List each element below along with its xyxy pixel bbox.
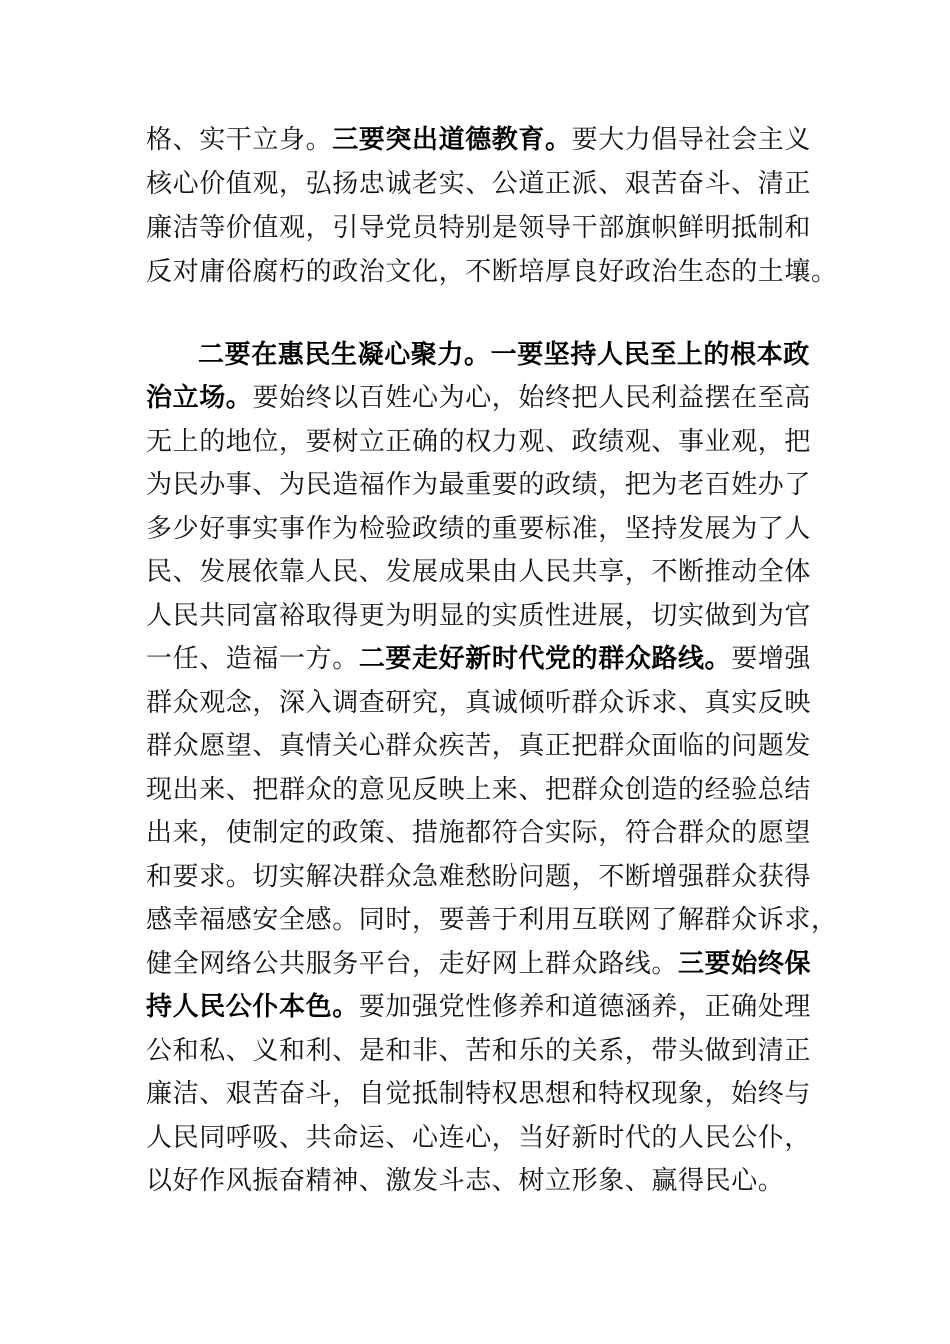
bold-heading-run: 二要走好新时代党的群众路线。 xyxy=(358,644,732,674)
text-line xyxy=(146,550,811,594)
text-run: 以好作风振奋精神、激发斗志、树立形象、赢得民心。 xyxy=(146,1166,785,1196)
bold-heading-run: 治立场。 xyxy=(146,383,253,413)
text-line xyxy=(146,768,811,812)
text-line xyxy=(146,942,811,986)
text-run: 群众愿望、真情关心群众疾苦，真正把群众面临的问题发 xyxy=(146,731,812,761)
text-line xyxy=(146,507,811,551)
text-line xyxy=(146,206,811,250)
text-run: 公和私、义和利、是和非、苦和乐的关系，带头做到清正 xyxy=(146,1036,812,1066)
text-line xyxy=(146,1029,811,1073)
text-run: 要大力倡导社会主义 xyxy=(571,125,812,155)
text-line xyxy=(146,118,811,162)
text-line xyxy=(146,898,838,942)
text-line xyxy=(146,594,811,638)
text-run: 多少好事实事作为检验政绩的重要标准，坚持发展为了人 xyxy=(146,514,812,544)
text-run: 为民办事、为民造福作为最重要的政绩，把为老百姓办了 xyxy=(146,470,812,500)
bold-heading-run: 三要突出道德教育。 xyxy=(332,125,572,155)
text-run: 廉洁、艰苦奋斗，自觉抵制特权思想和特权现象，始终与 xyxy=(146,1079,812,1109)
text-line xyxy=(146,724,811,768)
text-line xyxy=(146,1116,811,1160)
bold-heading-run: 三要始终保 xyxy=(678,949,812,979)
text-run: 要加强党性修养和道德涵养，正确处理 xyxy=(358,992,812,1022)
text-run: 现出来、把群众的意见反映上来、把群众创造的经验总结 xyxy=(146,775,812,805)
text-run: 廉洁等价值观，引导党员特别是领导干部旗帜鲜明抵制和 xyxy=(146,213,812,243)
text-run: 出来，使制定的政策、措施都符合实际，符合群众的愿望 xyxy=(146,818,812,848)
text-line xyxy=(146,420,811,464)
text-line xyxy=(146,1159,784,1203)
text-run: 要始终以百姓心为心，始终把人民利益摆在至高 xyxy=(252,383,812,413)
bold-heading-run: 二要在惠民生凝心聚力。一要坚持人民至上的根本政 xyxy=(198,340,810,370)
text-run: 民、发展依靠人民、发展成果由人民共享，不断推动全体 xyxy=(146,557,812,587)
text-run: 群众观念，深入调查研究，真诚倾听群众诉求、真实反映 xyxy=(146,688,812,718)
text-line xyxy=(146,1072,811,1116)
text-line xyxy=(146,463,811,507)
text-run: 格、实干立身。 xyxy=(146,125,333,155)
text-line xyxy=(146,637,811,681)
text-run: 反对庸俗腐朽的政治文化，不断培厚良好政治生态的土壤。 xyxy=(146,257,838,287)
text-line xyxy=(198,333,810,377)
text-run: 核心价值观，弘扬忠诚老实、公道正派、艰苦奋斗、清正 xyxy=(146,169,812,199)
text-run: 一任、造福一方。 xyxy=(146,644,359,674)
text-run: 无上的地位，要树立正确的权力观、政绩观、事业观，把 xyxy=(146,427,812,457)
text-run: 健全网络公共服务平台，走好网上群众路线。 xyxy=(146,949,679,979)
text-line xyxy=(146,855,811,899)
text-run: 人民共同富裕取得更为明显的实质性进展，切实做到为官 xyxy=(146,601,812,631)
text-line xyxy=(146,985,811,1029)
text-run: 感幸福感安全感。同时，要善于利用互联网了解群众诉求， xyxy=(146,905,838,935)
text-line xyxy=(146,681,811,725)
text-run: 人民同呼吸、共命运、心连心，当好新时代的人民公仆， xyxy=(146,1123,812,1153)
text-line xyxy=(146,376,811,420)
text-line xyxy=(146,811,811,855)
text-run: 和要求。切实解决群众急难愁盼问题，不断增强群众获得 xyxy=(146,862,812,892)
text-line xyxy=(146,162,811,206)
bold-heading-run: 持人民公仆本色。 xyxy=(146,992,359,1022)
text-line xyxy=(146,250,838,294)
text-run: 要增强 xyxy=(731,644,812,674)
